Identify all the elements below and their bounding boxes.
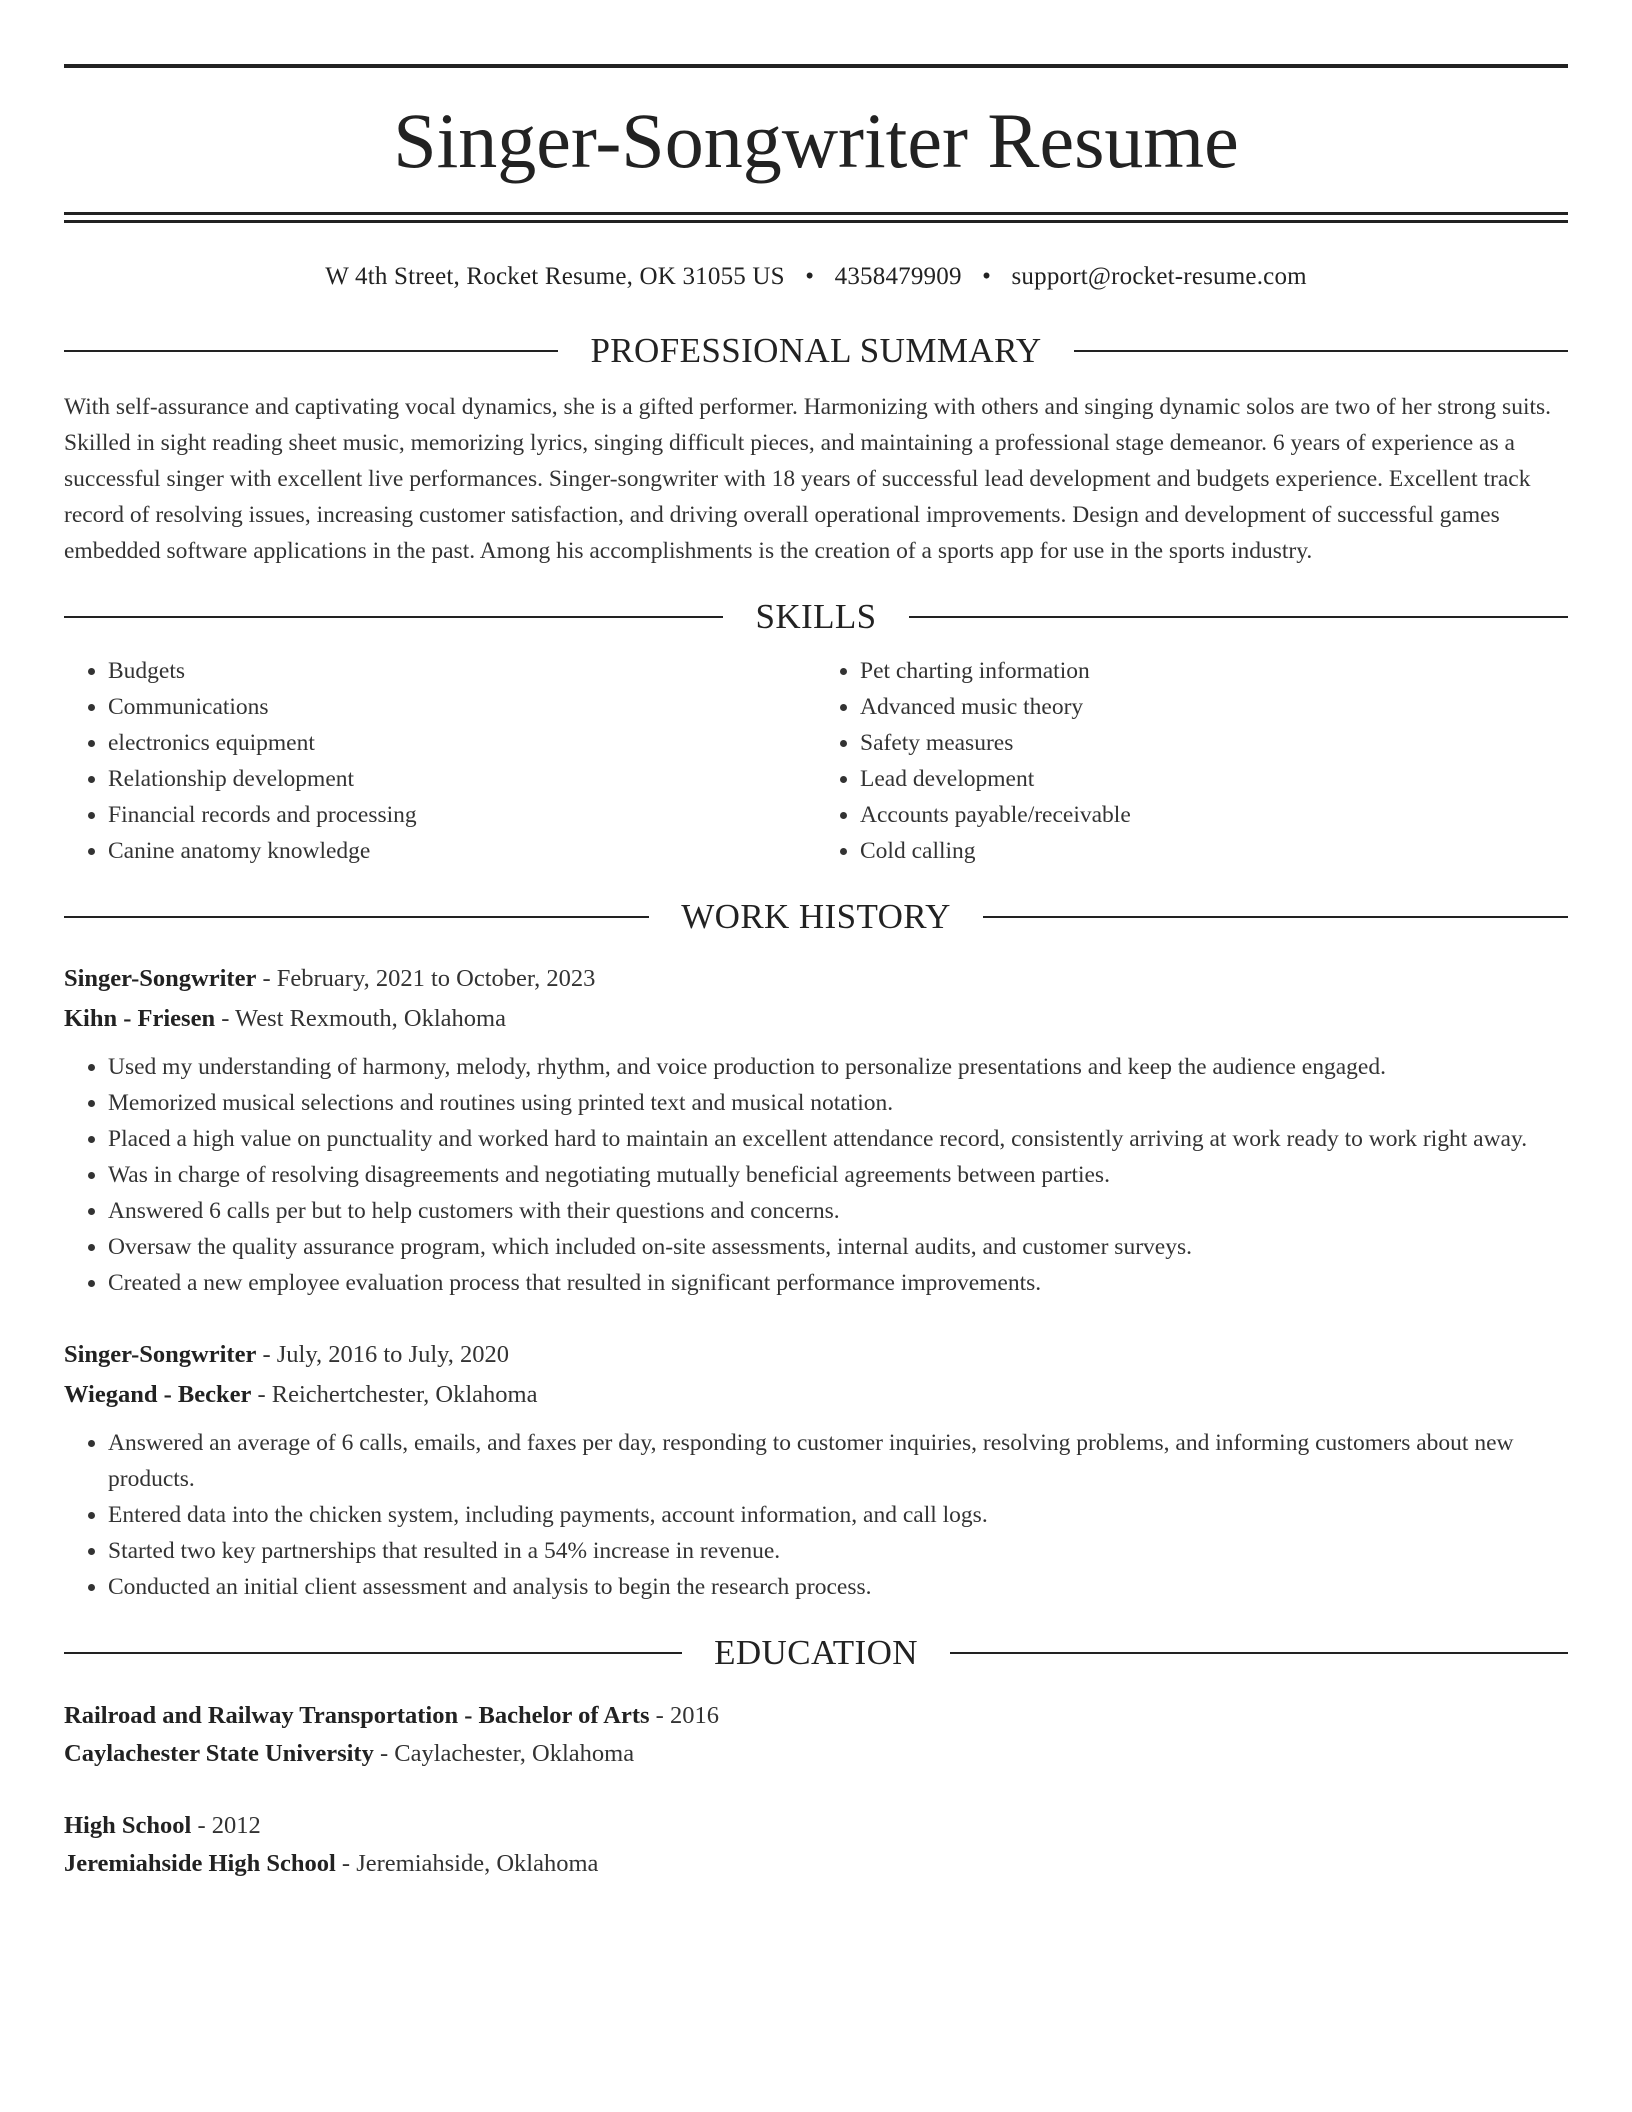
degree-name: High School: [64, 1812, 192, 1839]
section-rule-left: [64, 916, 649, 918]
contact-line: [64, 263, 1568, 303]
skill-item: • Canine anatomy knowledge: [108, 833, 816, 869]
job-company: Wiegand - Becker: [64, 1381, 252, 1408]
work-entry: [64, 1335, 1568, 1605]
contact-separator: •: [805, 263, 815, 290]
job-company: Kihn - Friesen: [64, 1005, 216, 1032]
degree-line: [64, 1807, 1568, 1845]
job-location: - West Rexmouth, Oklahoma: [215, 1005, 506, 1032]
title-double-rule: [64, 212, 1568, 223]
section-title-education: EDUCATION: [714, 1633, 918, 1672]
job-bullet: • Started two key partnerships that resulted in a 54% increase in revenue.: [108, 1533, 1568, 1569]
section-rule-right: [1074, 350, 1568, 352]
skill-item: • electronics equipment: [108, 725, 816, 761]
job-bullets: [64, 1425, 1568, 1605]
skills-column-left: [64, 653, 816, 869]
school-location: - Caylachester, Oklahoma: [373, 1740, 635, 1767]
job-title-line: [64, 959, 1568, 999]
degree-name: Railroad and Railway Transportation - Bachelor of Arts: [64, 1702, 650, 1729]
skill-item: • Relationship development: [108, 761, 816, 797]
job-dates: - July, 2016 to July, 2020: [256, 1341, 510, 1368]
school-line: [64, 1735, 1568, 1773]
skill-item: • Accounts payable/receivable: [860, 797, 1568, 833]
job-bullet: • Placed a high value on punctuality and worked hard to maintain an excellent attendance record, consistently arriving at work ready to work right away.: [108, 1121, 1568, 1157]
school-name: Jeremiahside High School: [64, 1850, 336, 1877]
job-bullet: • Was in charge of resolving disagreements and negotiating mutually beneficial agreements between parties.: [108, 1157, 1568, 1193]
degree-line: [64, 1697, 1568, 1735]
section-title-summary: PROFESSIONAL SUMMARY: [590, 331, 1042, 370]
skills-list: [64, 653, 1568, 869]
work-entry: [64, 959, 1568, 1301]
top-rule: [64, 64, 1568, 68]
section-rule-right: [950, 1652, 1568, 1654]
contact-email: support@rocket-resume.com: [1011, 263, 1307, 290]
skill-item: • Advanced music theory: [860, 689, 1568, 725]
skills-column-right: [816, 653, 1568, 869]
job-company-line: [64, 1375, 1568, 1415]
school-name: Caylachester State University: [64, 1740, 374, 1767]
resume-title: Singer-Songwriter Resume: [393, 97, 1239, 184]
skill-item: • Safety measures: [860, 725, 1568, 761]
section-rule-right: [983, 916, 1568, 918]
section-rule-right: [909, 616, 1568, 618]
job-dates: - February, 2021 to October, 2023: [256, 965, 596, 992]
section-header-skills: [64, 595, 1568, 639]
degree-year: - 2012: [191, 1812, 261, 1839]
professional-summary-text: With self-assurance and captivating vocal dynamics, she is a gifted performer. Harmonizing with others and singing dynamic solos are two of her strong suits. Skilled in sight reading sheet music, memorizing lyrics, singing difficult pieces, and maintaining a professional stage demeanor. 6 years of experience as a successful singer with excellent live performances. Singer-songwriter with 18 years of successful lead development and budgets experience. Excellent track record of resolving issues, increasing customer satisfaction, and driving overall operational improvements. Design and development of successful games embedded software applications in the past. Among his accomplishments is the creation of a sports app for use in the sports industry.: [64, 394, 1552, 564]
job-company-line: [64, 999, 1568, 1039]
job-bullets: [64, 1049, 1568, 1301]
section-rule-left: [64, 350, 558, 352]
contact-phone: 4358479909: [834, 263, 962, 290]
education-entry: [64, 1807, 1568, 1883]
skill-item: • Lead development: [860, 761, 1568, 797]
job-role: Singer-Songwriter: [64, 1341, 257, 1368]
contact-address: W 4th Street, Rocket Resume, OK 31055 US: [325, 263, 785, 290]
contact-separator: •: [982, 263, 992, 290]
job-location: - Reichertchester, Oklahoma: [251, 1381, 538, 1408]
school-location: - Jeremiahside, Oklahoma: [335, 1850, 599, 1877]
skill-item: • Cold calling: [860, 833, 1568, 869]
job-bullet: • Answered 6 calls per but to help customers with their questions and concerns.: [108, 1193, 1568, 1229]
section-header-summary: [64, 329, 1568, 373]
job-title-line: [64, 1335, 1568, 1375]
skill-item: • Communications: [108, 689, 816, 725]
skill-item: • Budgets: [108, 653, 816, 689]
section-rule-left: [64, 616, 723, 618]
section-title-work: WORK HISTORY: [681, 897, 951, 936]
job-bullet: • Memorized musical selections and routines using printed text and musical notation.: [108, 1085, 1568, 1121]
job-bullet: • Answered an average of 6 calls, emails, and faxes per day, responding to customer inquiries, resolving problems, and informing customers about new products.: [108, 1425, 1568, 1497]
section-header-education: [64, 1631, 1568, 1675]
job-bullet: • Conducted an initial client assessment and analysis to begin the research process.: [108, 1569, 1568, 1605]
job-role: Singer-Songwriter: [64, 965, 257, 992]
skill-item: • Financial records and processing: [108, 797, 816, 833]
education-entry: [64, 1697, 1568, 1773]
section-rule-left: [64, 1652, 682, 1654]
job-bullet: • Created a new employee evaluation process that resulted in significant performance improvements.: [108, 1265, 1568, 1301]
degree-year: - 2016: [649, 1702, 719, 1729]
section-header-work: [64, 895, 1568, 939]
skill-item: • Pet charting information: [860, 653, 1568, 689]
job-bullet: • Entered data into the chicken system, including payments, account information, and call logs.: [108, 1497, 1568, 1533]
job-bullet: • Used my understanding of harmony, melody, rhythm, and voice production to personalize presentations and keep the audience engaged.: [108, 1049, 1568, 1085]
section-title-skills: SKILLS: [755, 597, 877, 636]
job-bullet: • Oversaw the quality assurance program, which included on-site assessments, internal audits, and customer surveys.: [108, 1229, 1568, 1265]
school-line: [64, 1845, 1568, 1883]
